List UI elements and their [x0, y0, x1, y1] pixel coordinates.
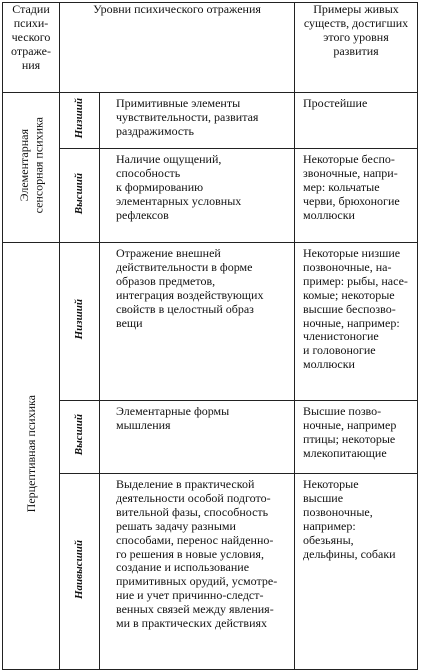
table-row	[3, 243, 418, 401]
stage-cell-sensory: Элементарная сенсорная психика	[3, 93, 60, 243]
level-examples: Некоторые беспо- звоночные, напри- мер: кольчатые черви, брюхоногие моллюски	[295, 149, 418, 243]
level-description: Примитивные элементы чувствительности, развитая раздражимость	[100, 93, 295, 149]
table-row	[3, 474, 418, 670]
level-description: Отражение внешней действительности в форме образов предметов, интеграция воздействующих свойств в целостный образ вещи	[100, 243, 295, 401]
stage-cell-perceptive: Перцептивная психика	[3, 243, 60, 670]
level-examples: Высшие позво- ночные, например птицы; некоторые млекопитающие	[295, 401, 418, 474]
level-examples: Простейшие	[295, 93, 418, 149]
level-description: Наличие ощущений, способность к формированию элементарных условных рефлексов	[100, 149, 295, 243]
header-stages: Стадии психи- ческого отраже- ния	[3, 3, 60, 93]
header-row	[3, 3, 418, 93]
level-examples: Некоторые низшие позвоночные, на- пример: рыбы, насе- комые; некоторые высшие беспозво- ночные, например: членистоногие и головоногие моллюски	[295, 243, 418, 401]
header-examples: Примеры живых существ, достигших этого уровня развития	[295, 3, 418, 93]
table-row	[3, 149, 418, 243]
level-description: Выделение в практической деятельности особой подгото- вительной фазы, способность решать задачу разными способами, перенос найденно- го решения в новые условия, создание и использование примитивных орудий, усмотре- ние и учет причинно-следст- венных связей между явления- ми в практических действиях	[100, 474, 295, 670]
table-row	[3, 93, 418, 149]
table-row	[3, 401, 418, 474]
level-description: Элементарные формы мышления	[100, 401, 295, 474]
header-levels: Уровни психического отражения	[60, 3, 295, 93]
level-cell: Высший	[60, 401, 100, 474]
psyche-stages-table	[2, 2, 418, 670]
level-cell: Низший	[60, 93, 100, 149]
level-examples: Некоторые высшие позвоночные, например: обезьяны, дельфины, собаки	[295, 474, 418, 670]
level-cell: Низший	[60, 243, 100, 401]
level-cell: Наивысший	[60, 474, 100, 670]
level-cell: Высший	[60, 149, 100, 243]
